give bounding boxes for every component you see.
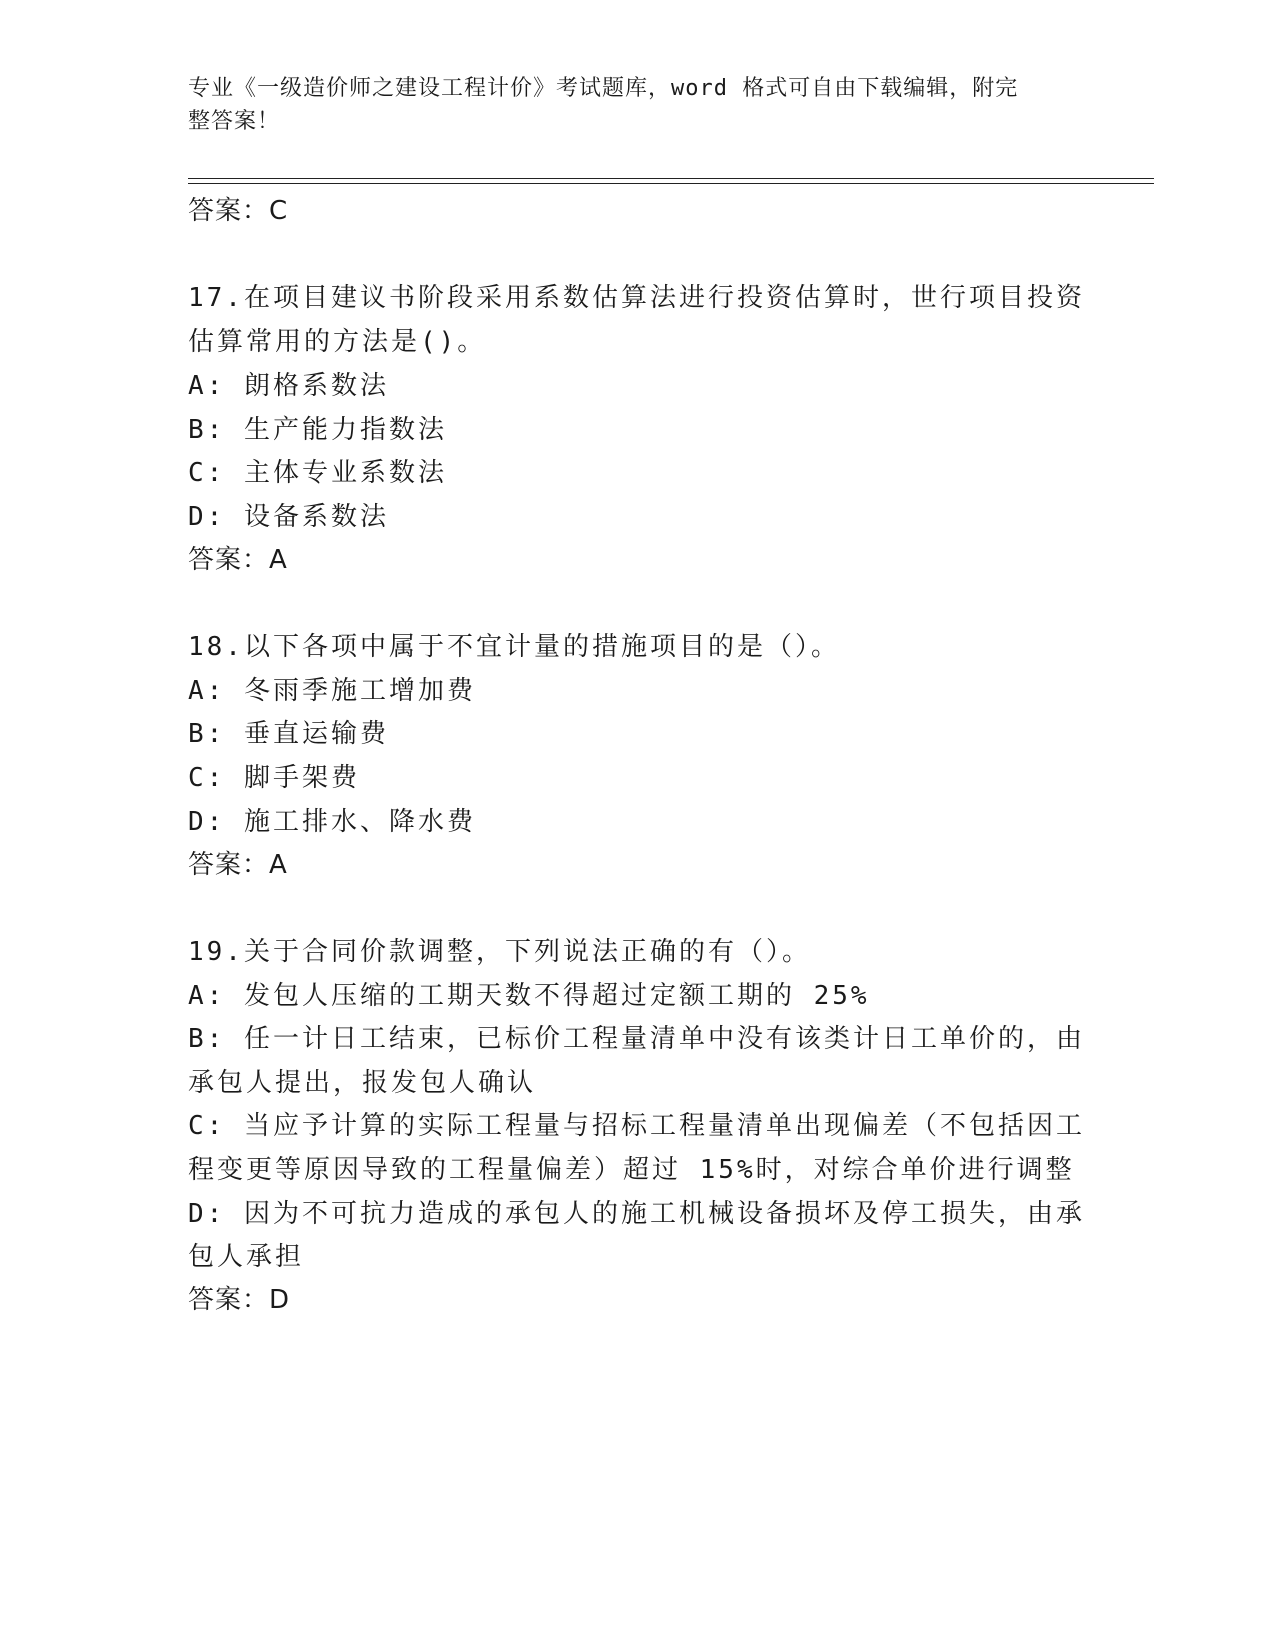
previous-answer: 答案：C [188, 196, 289, 226]
header-line-2: 整答案！ [188, 109, 281, 134]
question-19-option-d: D: 因为不可抗力造成的承包人的施工机械设备损坏及停工损失，由承 [188, 1199, 1085, 1229]
question-17-option-d: D: 设备系数法 [188, 502, 389, 532]
question-18-stem-1: 18.以下各项中属于不宜计量的措施项目的是（）。 [188, 632, 840, 662]
question-17-stem-2: 估算常用的方法是()。 [188, 327, 487, 357]
question-19-answer: 答案：D [188, 1285, 291, 1315]
question-19-option-d-cont: 包人承担 [188, 1242, 305, 1272]
question-19-stem-1: 19.关于合同价款调整，下列说法正确的有（）。 [188, 937, 811, 967]
header-line-1: 专业《一级造价师之建设工程计价》考试题库，word 格式可自由下载编辑，附完 [188, 76, 1019, 101]
question-18-answer: 答案：A [188, 850, 288, 880]
question-19-option-c-cont: 程变更等原因导致的工程量偏差）超过 15%时，对综合单价进行调整 [188, 1155, 1075, 1185]
question-18-option-a: A: 冬雨季施工增加费 [188, 676, 476, 706]
question-17-option-a: A: 朗格系数法 [188, 371, 389, 401]
question-18-option-c: C: 脚手架费 [188, 763, 360, 793]
question-17-option-b: B: 生产能力指数法 [188, 415, 447, 445]
question-18-option-d: D: 施工排水、降水费 [188, 807, 476, 837]
question-19-option-b-cont: 承包人提出，报发包人确认 [188, 1068, 537, 1098]
question-17-answer: 答案：A [188, 545, 288, 575]
header-rule-top [188, 178, 1154, 179]
document-header [188, 72, 1068, 138]
question-17-stem-1: 17.在项目建议书阶段采用系数估算法进行投资估算时，世行项目投资 [188, 283, 1085, 313]
question-19-option-a: A: 发包人压缩的工期天数不得超过定额工期的 25% [188, 981, 870, 1011]
question-19-option-c: C: 当应予计算的实际工程量与招标工程量清单出现偏差（不包括因工 [188, 1111, 1085, 1141]
question-18-option-b: B: 垂直运输费 [188, 719, 389, 749]
question-19-option-b: B: 任一计日工结束，已标价工程量清单中没有该类计日工单价的，由 [188, 1024, 1085, 1054]
question-17-option-c: C: 主体专业系数法 [188, 458, 447, 488]
header-rule-bottom [188, 183, 1154, 184]
